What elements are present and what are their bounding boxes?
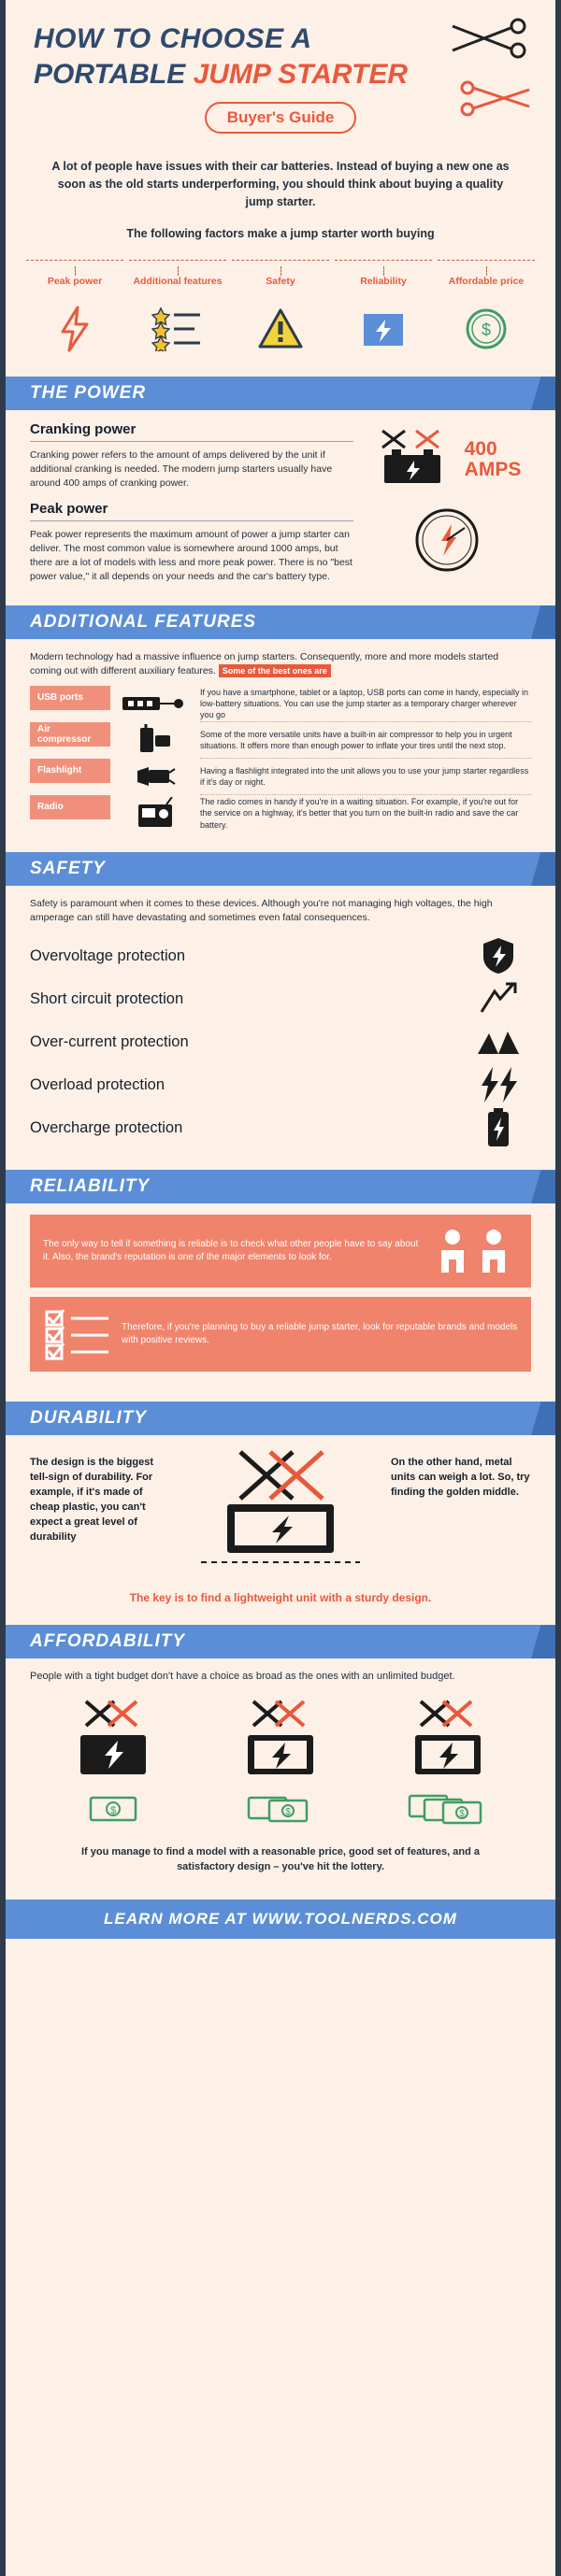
battery-bolt-icon (466, 1107, 531, 1148)
peak-power-text: Peak power represents the maximum amount of power a jump starter can deliver. The most common value is somewhere around 1000 amps, but there are a lot of models with less and more peak power. There is no "best power value," it all depends on your needs and the car's battery type. (30, 528, 352, 583)
flashlight-icon (116, 759, 194, 795)
current-spike-icon (466, 1026, 531, 1058)
af-row-text: Having a flashlight integrated into the unit allows you to use your jump starter regardless if it's day or night. (200, 759, 531, 795)
checklist-icon (43, 1308, 112, 1360)
lightning-bolt-icon (26, 304, 123, 354)
jump-starter-scale-icon (178, 1446, 383, 1582)
factor-dash (129, 260, 226, 261)
jump-starter-black-icon (62, 1698, 165, 1787)
af-row-name: USB ports (30, 686, 110, 710)
section-additional-features (6, 639, 555, 835)
page-title-line-1: HOW TO CHOOSE A (34, 23, 312, 54)
dollar-coin-icon (438, 304, 535, 354)
reliability-box2-text: Therefore, if you're planning to buy a reliable jump starter, look for reputable brands and models with positive reviews. (122, 1321, 518, 1346)
safety-intro: Safety is paramount when it comes to these devices. Although you're not managing high voltages, the high amperage can still have devastating and sometimes even fatal consequences. (30, 897, 493, 924)
af-row-name: Air compressor (30, 722, 110, 747)
factor-label: Affordable price (448, 276, 525, 287)
affordability-note: If you manage to find a model with a reasonable price, good set of features, and a satisfactory design – you've hit the lottery. (80, 1846, 481, 1873)
factors-row (6, 243, 555, 360)
header (6, 0, 555, 143)
safety-items-list (30, 934, 531, 1149)
gauge-meter-icon (410, 504, 483, 576)
durability-left-text: The design is the biggest tell-sign of durability. For example, if it's made of cheap plastic, you can't expect a great level of durability (30, 1457, 154, 1544)
factor-dash (232, 260, 329, 261)
af-text-column (200, 686, 531, 832)
air-compressor-icon (116, 722, 194, 759)
factor-tick (383, 266, 384, 276)
durability-right-text: On the other hand, metal units can weigh a lot. So, try finding the golden middle. (391, 1457, 530, 1499)
safety-item (30, 977, 531, 1020)
three-bills-icon (378, 1792, 518, 1830)
section-banner-safety: SAFETY (6, 852, 555, 886)
factor-additional-features (129, 260, 226, 354)
reliability-box1-text: The only way to tell if something is reliable is to check what other people have to say about it. Also, the brand's reputation is one of the major elements to look for. (43, 1238, 419, 1263)
short-circuit-icon (466, 980, 531, 1018)
factor-label: Reliability (360, 276, 407, 287)
safety-item-label: Over-current protection (30, 1032, 189, 1050)
af-row-name: Radio (30, 795, 110, 819)
cranking-power-text: Cranking power refers to the amount of amps delivered by the unit if additional cranking is needed. The modern jump starters usually have around 400 amps of cranking power. (30, 449, 333, 490)
scissors-decoration-icon (445, 17, 539, 120)
af-intro-text: Modern technology had a massive influence on jump starters. Consequently, more and more models started coming out with different auxiliary features. (30, 650, 499, 676)
amps-value: 400 (464, 437, 497, 460)
affordability-tiers (30, 1698, 531, 1830)
section-banner-affordability: AFFORDABILITY (6, 1625, 555, 1658)
section-banner-reliability: RELIABILITY (6, 1170, 555, 1203)
factor-reliability (335, 260, 432, 354)
shield-bolt-icon (466, 936, 531, 975)
factor-peak-power (26, 260, 123, 354)
peak-power-heading: Peak power (30, 501, 353, 521)
cranking-power-heading: Cranking power (30, 421, 353, 442)
one-bill-icon (43, 1792, 183, 1829)
battery-icon (335, 304, 432, 354)
footer-cta[interactable]: LEARN MORE AT WWW.TOOLNERDS.COM (6, 1900, 555, 1939)
section-reliability (6, 1203, 555, 1385)
af-row-name: Flashlight (30, 759, 110, 783)
factor-tick (178, 266, 179, 276)
factor-safety (232, 260, 329, 354)
section-banner-additional-features: ADDITIONAL FEATURES (6, 605, 555, 639)
af-row-text: If you have a smartphone, tablet or a laptop, USB ports can come in handy, especially in low-battery situations. You can use the jump starter as a temporary charger wherever you go (200, 686, 531, 722)
safety-item-label: Short circuit protection (30, 989, 184, 1007)
factor-tick (486, 266, 487, 276)
factor-label: Additional features (133, 276, 223, 287)
factor-dash (438, 260, 535, 261)
reliability-box-reviews (30, 1215, 531, 1288)
amps-readout (465, 439, 522, 480)
affordability-intro: People with a tight budget don't have a choice as broad as the ones with an unlimited budget. (30, 1671, 455, 1683)
safety-item-label: Overvoltage protection (30, 946, 186, 964)
section-banner-durability: DURABILITY (6, 1402, 555, 1435)
jump-starter-white-icon (396, 1698, 499, 1787)
affordability-tier-1 (43, 1698, 183, 1830)
affordability-tier-3 (378, 1698, 518, 1830)
section-power (6, 410, 555, 589)
intro-paragraph: A lot of people have issues with their car batteries. Instead of buying a new one as soon as the old starts underperforming, you should think about buying a quality jump starter. (51, 160, 510, 208)
safety-item-label: Overload protection (30, 1075, 165, 1093)
amps-unit: AMPS (464, 459, 522, 480)
factor-label: Peak power (47, 276, 103, 287)
section-durability (6, 1435, 555, 1608)
reliability-box-brands (30, 1297, 531, 1372)
factor-dash (26, 260, 123, 261)
section-affordability (6, 1658, 555, 1879)
jumper-cables-battery-icon (373, 427, 457, 492)
section-safety (6, 886, 555, 1153)
factor-tick (75, 266, 76, 276)
section-banner-power: THE POWER (6, 377, 555, 410)
af-row-text: The radio comes in handy if you're in a waiting situation. For example, if you're out for the service on a highway, it's better that you turn on the built-in radio and save the car battery. (200, 797, 519, 830)
af-name-column (30, 686, 110, 832)
title-plain: PORTABLE (34, 58, 194, 90)
safety-item (30, 934, 531, 977)
durability-key-text: The key is to find a lightweight unit with a sturdy design. (129, 1591, 432, 1605)
safety-item-label: Overcharge protection (30, 1118, 183, 1136)
subintro-paragraph: The following factors make a jump starter worth buying (126, 227, 435, 241)
af-icon-column (116, 686, 194, 832)
safety-item (30, 1063, 531, 1106)
factor-tick (280, 266, 281, 276)
radio-icon (116, 795, 194, 832)
svg-text:$: $ (110, 1805, 117, 1817)
star-list-icon (129, 304, 226, 354)
additional-features-table (30, 686, 531, 832)
factor-dash (335, 260, 432, 261)
usb-ports-icon (116, 686, 194, 722)
two-people-icon (436, 1226, 518, 1276)
svg-text:$: $ (285, 1807, 291, 1818)
svg-text:$: $ (481, 320, 492, 339)
af-row-text: Some of the more versatile units have a built-in air compressor to help you in urgent situations. It offers more than enough power to inflate your tires until the next stop. (200, 722, 531, 759)
additional-features-intro (30, 650, 531, 678)
warning-triangle-icon (232, 304, 329, 354)
factor-affordable-price (438, 260, 535, 354)
jump-starter-white-icon (229, 1698, 332, 1787)
svg-text:$: $ (458, 1809, 465, 1820)
af-intro-tag: Some of the best ones are (219, 664, 331, 677)
factor-label: Safety (266, 276, 295, 287)
safety-item (30, 1106, 531, 1149)
double-bolt-icon (466, 1065, 531, 1104)
affordability-tier-2 (210, 1698, 351, 1830)
safety-item (30, 1020, 531, 1063)
title-accent: JUMP STARTER (193, 58, 409, 90)
buyers-guide-badge: Buyer's Guide (205, 102, 357, 134)
two-bills-icon (210, 1792, 351, 1829)
